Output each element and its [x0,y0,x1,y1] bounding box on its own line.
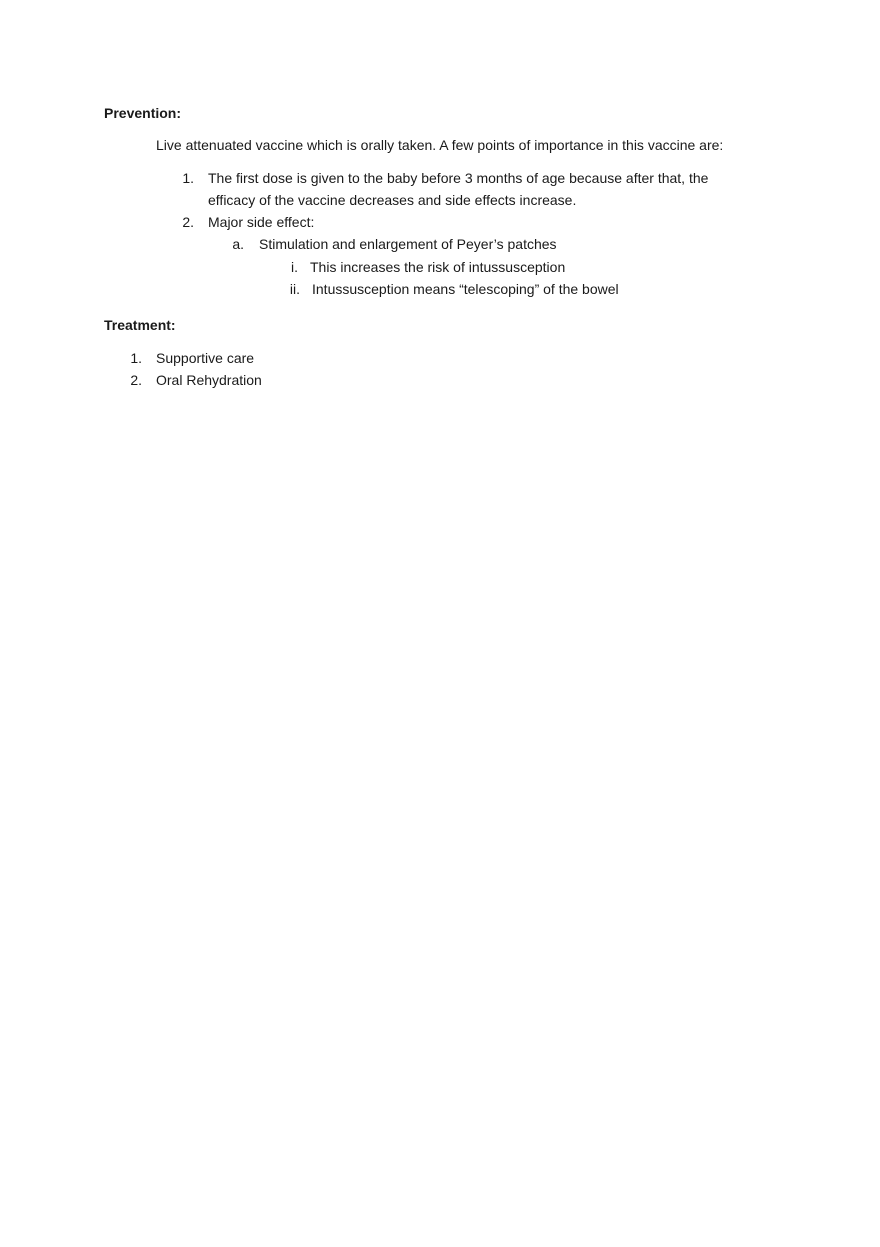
subsublist-item-text: This increases the risk of intussusception [310,259,566,275]
prevention-heading: Prevention: [104,105,182,121]
list-item-text: Oral Rehydration [156,372,262,388]
list-item-text: Supportive care [156,350,255,366]
sublist-marker: a. [232,236,244,252]
list-item-text: The first dose is given to the baby before 3 months of age because after that, the [208,170,709,186]
sublist-item-text: Stimulation and enlargement of Peyer’s patches [259,236,557,252]
treatment-heading: Treatment: [104,317,176,333]
subsublist-item-text: Intussusception means “telescoping” of the bowel [312,281,619,297]
list-marker: 1. [182,170,194,186]
list-item-text-continued: efficacy of the vaccine decreases and side effects increase. [208,192,577,208]
subsublist-marker: i. [291,259,298,275]
list-item-text: Major side effect: [208,214,315,230]
subsublist-marker: ii. [289,281,300,297]
prevention-intro: Live attenuated vaccine which is orally taken. A few points of importance in this vaccine are: [156,137,724,153]
list-marker: 2. [130,372,142,388]
list-marker: 2. [182,214,194,230]
list-marker: 1. [130,350,142,366]
